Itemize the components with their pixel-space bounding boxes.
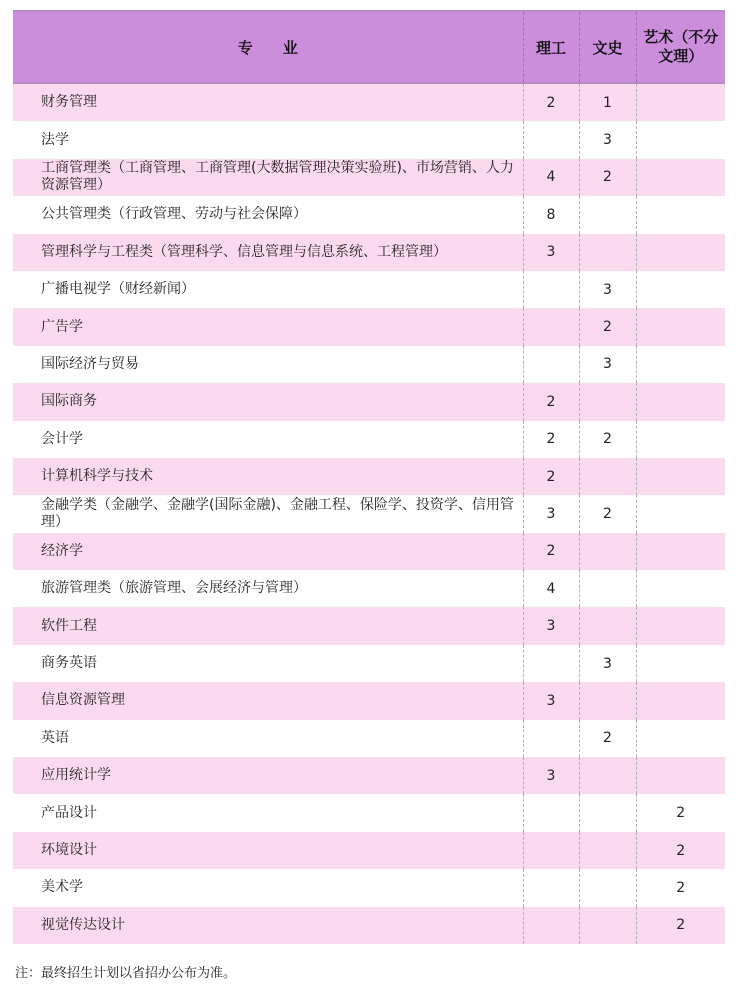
liberal-arts-quota-cell <box>579 383 636 420</box>
major-cell: 国际经济与贸易 <box>13 346 523 383</box>
art-quota-cell <box>636 271 725 308</box>
major-cell: 金融学类（金融学、金融学(国际金融)、金融工程、保险学、投资学、信用管理） <box>13 495 523 532</box>
science-quota-cell <box>523 720 579 757</box>
table-row <box>13 308 725 345</box>
liberal-arts-quota-cell: 1 <box>579 83 636 121</box>
art-quota-cell: 2 <box>636 832 725 869</box>
science-quota-cell: 2 <box>523 421 579 458</box>
liberal-arts-quota-cell: 3 <box>579 271 636 308</box>
liberal-arts-quota-cell <box>579 234 636 271</box>
science-quota-cell <box>523 308 579 345</box>
table-row <box>13 869 725 906</box>
liberal-arts-quota-cell: 2 <box>579 421 636 458</box>
enrollment-plan-table-container <box>13 10 725 944</box>
art-quota-cell: 2 <box>636 869 725 906</box>
table-row <box>13 682 725 719</box>
art-quota-cell <box>636 720 725 757</box>
major-cell: 会计学 <box>13 421 523 458</box>
major-cell: 经济学 <box>13 533 523 570</box>
science-quota-cell <box>523 907 579 944</box>
liberal-arts-quota-cell: 2 <box>579 495 636 532</box>
science-quota-cell: 3 <box>523 682 579 719</box>
table-row <box>13 720 725 757</box>
science-quota-cell <box>523 271 579 308</box>
table-row <box>13 794 725 831</box>
art-quota-cell: 2 <box>636 794 725 831</box>
major-cell: 工商管理类（工商管理、工商管理(大数据管理决策实验班)、市场营销、人力资源管理） <box>13 159 523 196</box>
science-quota-cell: 2 <box>523 533 579 570</box>
art-quota-cell <box>636 458 725 495</box>
major-cell: 美术学 <box>13 869 523 906</box>
table-row <box>13 533 725 570</box>
liberal-arts-quota-cell <box>579 869 636 906</box>
table-row <box>13 234 725 271</box>
major-cell: 信息资源管理 <box>13 682 523 719</box>
art-quota-cell <box>636 308 725 345</box>
table-row <box>13 159 725 196</box>
art-quota-cell <box>636 421 725 458</box>
major-cell: 应用统计学 <box>13 757 523 794</box>
table-row <box>13 383 725 420</box>
science-quota-cell: 3 <box>523 234 579 271</box>
art-quota-cell <box>636 383 725 420</box>
table-row <box>13 271 725 308</box>
header-art: 艺术（不分文理） <box>636 11 725 83</box>
science-quota-cell <box>523 869 579 906</box>
major-cell: 环境设计 <box>13 832 523 869</box>
enrollment-plan-table <box>13 10 725 944</box>
art-quota-cell <box>636 83 725 121</box>
art-quota-cell <box>636 607 725 644</box>
table-row <box>13 83 725 121</box>
art-quota-cell: 2 <box>636 907 725 944</box>
art-quota-cell <box>636 346 725 383</box>
liberal-arts-quota-cell: 2 <box>579 720 636 757</box>
table-row <box>13 832 725 869</box>
liberal-arts-quota-cell: 3 <box>579 645 636 682</box>
art-quota-cell <box>636 159 725 196</box>
table-row <box>13 196 725 233</box>
table-row <box>13 495 725 532</box>
art-quota-cell <box>636 533 725 570</box>
major-cell: 软件工程 <box>13 607 523 644</box>
liberal-arts-quota-cell <box>579 458 636 495</box>
major-cell: 财务管理 <box>13 83 523 121</box>
science-quota-cell: 2 <box>523 383 579 420</box>
science-quota-cell: 3 <box>523 757 579 794</box>
header-major: 专 业 <box>13 11 523 83</box>
major-cell: 旅游管理类（旅游管理、会展经济与管理） <box>13 570 523 607</box>
header-liberal-arts: 文史 <box>579 11 636 83</box>
science-quota-cell <box>523 645 579 682</box>
art-quota-cell <box>636 570 725 607</box>
major-cell: 商务英语 <box>13 645 523 682</box>
art-quota-cell <box>636 196 725 233</box>
art-quota-cell <box>636 645 725 682</box>
major-cell: 法学 <box>13 121 523 158</box>
art-quota-cell <box>636 682 725 719</box>
major-cell: 产品设计 <box>13 794 523 831</box>
liberal-arts-quota-cell <box>579 607 636 644</box>
science-quota-cell <box>523 794 579 831</box>
science-quota-cell: 3 <box>523 495 579 532</box>
art-quota-cell <box>636 757 725 794</box>
liberal-arts-quota-cell <box>579 533 636 570</box>
liberal-arts-quota-cell <box>579 570 636 607</box>
table-row <box>13 346 725 383</box>
science-quota-cell: 4 <box>523 159 579 196</box>
table-row <box>13 645 725 682</box>
table-row <box>13 421 725 458</box>
major-cell: 广告学 <box>13 308 523 345</box>
major-cell: 管理科学与工程类（管理科学、信息管理与信息系统、工程管理） <box>13 234 523 271</box>
table-row <box>13 907 725 944</box>
major-cell: 计算机科学与技术 <box>13 458 523 495</box>
table-row <box>13 458 725 495</box>
table-row <box>13 607 725 644</box>
science-quota-cell <box>523 832 579 869</box>
liberal-arts-quota-cell <box>579 682 636 719</box>
major-cell: 视觉传达设计 <box>13 907 523 944</box>
major-cell: 国际商务 <box>13 383 523 420</box>
liberal-arts-quota-cell <box>579 794 636 831</box>
liberal-arts-quota-cell <box>579 907 636 944</box>
table-row <box>13 757 725 794</box>
science-quota-cell: 2 <box>523 83 579 121</box>
liberal-arts-quota-cell <box>579 196 636 233</box>
footnote: 注：最终招生计划以省招办公布为准。 <box>15 966 237 981</box>
table-row <box>13 121 725 158</box>
art-quota-cell <box>636 121 725 158</box>
liberal-arts-quota-cell <box>579 757 636 794</box>
liberal-arts-quota-cell: 2 <box>579 308 636 345</box>
liberal-arts-quota-cell: 3 <box>579 121 636 158</box>
table-row <box>13 570 725 607</box>
major-cell: 英语 <box>13 720 523 757</box>
science-quota-cell: 2 <box>523 458 579 495</box>
science-quota-cell <box>523 121 579 158</box>
liberal-arts-quota-cell: 3 <box>579 346 636 383</box>
header-science: 理工 <box>523 11 579 83</box>
science-quota-cell <box>523 346 579 383</box>
science-quota-cell: 4 <box>523 570 579 607</box>
liberal-arts-quota-cell: 2 <box>579 159 636 196</box>
table-header-row <box>13 11 725 83</box>
art-quota-cell <box>636 234 725 271</box>
liberal-arts-quota-cell <box>579 832 636 869</box>
major-cell: 公共管理类（行政管理、劳动与社会保障） <box>13 196 523 233</box>
art-quota-cell <box>636 495 725 532</box>
science-quota-cell: 8 <box>523 196 579 233</box>
major-cell: 广播电视学（财经新闻） <box>13 271 523 308</box>
science-quota-cell: 3 <box>523 607 579 644</box>
